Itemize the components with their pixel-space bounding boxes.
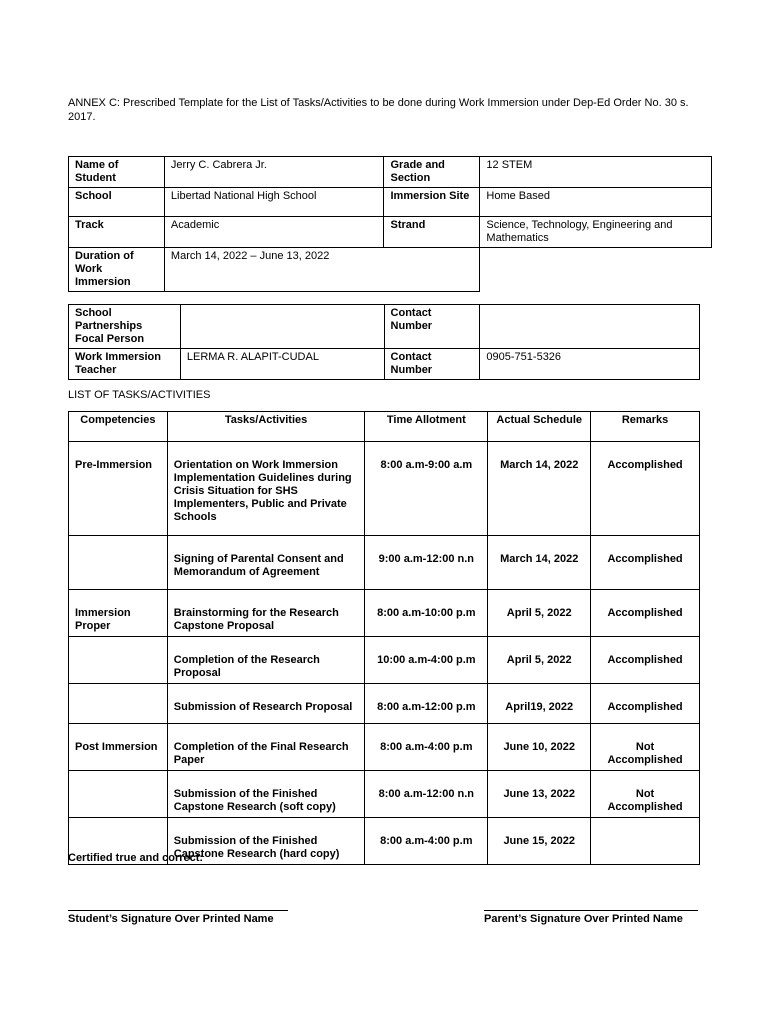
school-label: School: [69, 188, 165, 217]
header-time: Time Allotment: [365, 412, 488, 442]
row-task: Orientation on Work Immersion Implementation Guidelines during Crisis Situation for SHS Implementers, Public and Private Schools: [167, 442, 365, 536]
table-row: [69, 536, 700, 590]
name-value: Jerry C. Cabrera Jr.: [164, 157, 384, 188]
contact-number-value: [480, 305, 700, 349]
row-task: Completion of the Research Proposal: [167, 637, 365, 684]
row-task: Submission of the Finished Capstone Research (soft copy): [167, 771, 365, 818]
name-label: Name of Student: [69, 157, 165, 188]
row-remarks: Accomplished: [591, 684, 700, 724]
row-schedule: June 10, 2022: [488, 724, 591, 771]
row-task: Submission of the Finished Capstone Research (hard copy): [167, 818, 365, 865]
row-schedule: April19, 2022: [488, 684, 591, 724]
row-task: Signing of Parental Consent and Memorandum of Agreement: [167, 536, 365, 590]
table-row: [69, 724, 700, 771]
tasks-table: [68, 411, 700, 865]
table-row: [69, 442, 700, 536]
certified-statement: Certified true and correct:: [68, 852, 204, 864]
site-value: Home Based: [480, 188, 712, 217]
row-schedule: April 5, 2022: [488, 637, 591, 684]
header-schedule: Actual Schedule: [488, 412, 591, 442]
row-time: 9:00 a.m-12:00 n.n: [365, 536, 488, 590]
row-remarks: Accomplished: [591, 590, 700, 637]
row-remarks: Accomplished: [591, 536, 700, 590]
grade-label: Grade and Section: [384, 157, 480, 188]
school-value: Libertad National High School: [164, 188, 384, 217]
row-time: 10:00 a.m-4:00 p.m: [365, 637, 488, 684]
parent-signature-line: [484, 910, 698, 911]
row-time: 8:00 a.m-12:00 p.m: [365, 684, 488, 724]
row-task: Brainstorming for the Research Capstone Proposal: [167, 590, 365, 637]
strand-label: Strand: [384, 217, 480, 248]
row-competency: [69, 771, 168, 818]
row-competency: [69, 684, 168, 724]
row-competency: [69, 637, 168, 684]
contact-number-label: Contact Number: [384, 305, 480, 349]
row-schedule: June 13, 2022: [488, 771, 591, 818]
table-row: [69, 637, 700, 684]
duration-value: March 14, 2022 – June 13, 2022: [164, 248, 479, 292]
row-competency: Post Immersion: [69, 724, 168, 771]
table-row: [69, 684, 700, 724]
contact-table: [68, 304, 700, 380]
teacher-label: Work Immersion Teacher: [69, 349, 181, 380]
student-signature-label: Student’s Signature Over Printed Name: [68, 913, 274, 925]
track-label: Track: [69, 217, 165, 248]
table-row: [69, 771, 700, 818]
student-info-table: [68, 156, 712, 292]
teacher-contact-label: Contact Number: [384, 349, 480, 380]
row-remarks: Not Accomplished: [591, 724, 700, 771]
teacher-value: LERMA R. ALAPIT-CUDAL: [180, 349, 384, 380]
row-task: Submission of Research Proposal: [167, 684, 365, 724]
row-schedule: April 5, 2022: [488, 590, 591, 637]
header-competencies: Competencies: [69, 412, 168, 442]
focal-person-value: [180, 305, 384, 349]
strand-value: Science, Technology, Engineering and Mathematics: [480, 217, 712, 248]
list-heading: LIST OF TASKS/ACTIVITIES: [68, 389, 211, 401]
row-time: 8:00 a.m-4:00 p.m: [365, 818, 488, 865]
row-schedule: March 14, 2022: [488, 442, 591, 536]
document-heading: ANNEX C: Prescribed Template for the List of Tasks/Activities to be done during Work Immersion under Dep-Ed Order No. 30 s. 2017.: [68, 97, 689, 123]
focal-person-label: School Partnerships Focal Person: [69, 305, 181, 349]
row-schedule: March 14, 2022: [488, 536, 591, 590]
row-competency: [69, 536, 168, 590]
table-row: [69, 590, 700, 637]
site-label: Immersion Site: [384, 188, 480, 217]
track-value: Academic: [164, 217, 384, 248]
teacher-contact-value: 0905-751-5326: [480, 349, 700, 380]
row-remarks: Accomplished: [591, 442, 700, 536]
row-competency: Immersion Proper: [69, 590, 168, 637]
row-remarks: Not Accomplished: [591, 771, 700, 818]
row-task: Completion of the Final Research Paper: [167, 724, 365, 771]
header-tasks: Tasks/Activities: [167, 412, 365, 442]
duration-label: Duration of Work Immersion: [69, 248, 165, 292]
grade-value: 12 STEM: [480, 157, 712, 188]
row-time: 8:00 a.m-9:00 a.m: [365, 442, 488, 536]
row-remarks: Accomplished: [591, 637, 700, 684]
header-remarks: Remarks: [591, 412, 700, 442]
row-time: 8:00 a.m-10:00 p.m: [365, 590, 488, 637]
row-schedule: June 15, 2022: [488, 818, 591, 865]
row-time: 8:00 a.m-12:00 n.n: [365, 771, 488, 818]
row-competency: Pre-Immersion: [69, 442, 168, 536]
row-time: 8:00 a.m-4:00 p.m: [365, 724, 488, 771]
parent-signature-label: Parent’s Signature Over Printed Name: [484, 913, 683, 925]
row-remarks: [591, 818, 700, 865]
student-signature-line: [68, 910, 288, 911]
